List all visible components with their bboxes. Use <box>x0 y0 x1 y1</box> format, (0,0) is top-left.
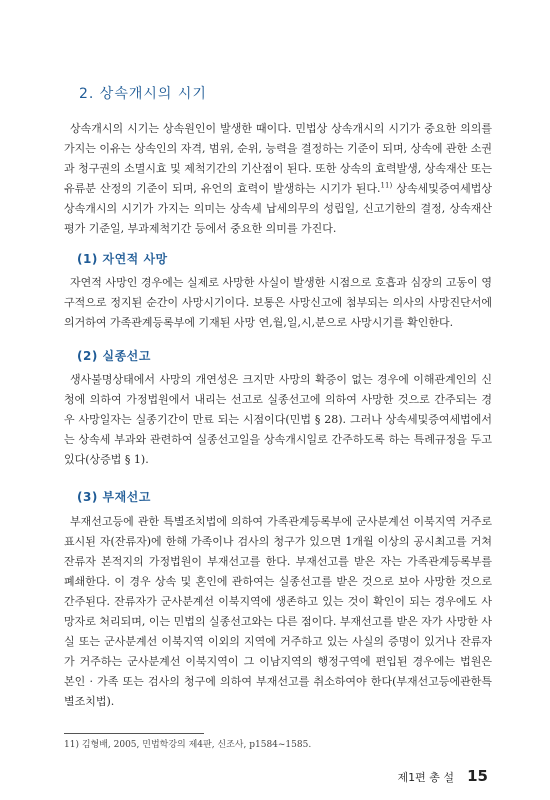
subsection-body-natural-death: 자연적 사망인 경우에는 실제로 사망한 사실이 발생한 시점으로 호흡과 심장의 고동이 영구적으로 정지된 순간이 사망시기이다. 보통은 사망신고에 첨부되는 의사의 사망진단서에 의거하여 가족관계등록부에 기재된 사망 연,월,일,시,분으로 사망시기를 확인한다. <box>64 276 492 329</box>
footnote-ref: 11) <box>380 181 393 190</box>
footer-section-label: 제1편 총 설 <box>397 771 455 784</box>
section-title: 2. 상속개시의 시기 <box>79 86 207 102</box>
subsection-title-disappearance: (2) 실종선고 <box>77 349 151 363</box>
subsection-title-absence: (3) 부재선고 <box>77 490 151 504</box>
subsection-title-natural-death: (1) 자연적 사망 <box>77 252 168 266</box>
subsection-body-disappearance: 생사불명상태에서 사망의 개연성은 크지만 사망의 확증이 없는 경우에 이해관계인의 신청에 의하여 가정법원에서 내리는 선고로 실종선고에 의하여 사망한 것으로 간주되는 경우 사망일자는 실종기간이 만료 되는 시점이다(민법 § 28). 그러나 상속세및증여세법에서는 상속세 부과와 관련하여 실종선고일을 상속개시일로 간주하도록 하는 특례규정을 두고 있다(상증법 § 1). <box>64 373 492 466</box>
intro-paragraph <box>64 119 492 239</box>
page-number: 15 <box>467 767 488 785</box>
footnote-divider <box>64 733 204 734</box>
intro-text: 상속개시의 시기는 상속원인이 발생한 때이다. 민법상 상속개시의 시기가 중요한 의의를 가지는 이유는 상속인의 자격, 범위, 순위, 능력을 결정하는 기준이 되며, 상속에 관한 소권과 청구권의 소멸시효 및 제척기간의 기산점이 된다. 또한 상속의 효력발생, 상속재산 또는 유류분 산정의 기준이 되며, 유언의 효력이 발생하는 시기가 된다. <box>64 122 492 195</box>
intro-text-tail: 상속세및증여세법상 상속개시의 시기가 가지는 의미는 상속세 납세의무의 성립일, 신고기한의 결정, 상속재산평가 기준일, 부과제척기간 등에서 중요한 의미를 가진다. <box>64 182 492 235</box>
subsection-body-absence: 부재선고등에 관한 특별조치법에 의하여 가족관계등록부에 군사분계선 이북지역 거주로 표시된 자(잔류자)에 한해 가족이나 검사의 청구가 있으면 1개월 이상의 공시최고를 거쳐 잔류자 본적지의 가정법원이 부재선고를 한다. 부재선고를 받은 자는 가족관계등록부를 폐쇄한다. 이 경우 상속 및 혼인에 관하여는 실종선고를 받은 것으로 보아 사망한 것으로 간주된다. 잔류자가 군사분계선 이북지역에 생존하고 있는 것이 확인이 되는 경우에도 사망자로 처리되며, 이는 민법의 실종선고와는 다른 점이다. 부재선고를 받은 자가 사망한 사실 또는 군사분계선 이북지역 이외의 지역에 거주하고 있는 사실의 증명이 있거나 잔류자가 거주하는 군사분계선 이북지역이 그 이남지역의 행정구역에 편입된 경우에는 법원은 본인 · 가족 또는 검사의 청구에 의하여 부재선고를 취소하여야 한다(부재선고등에관한특별조치법). <box>64 515 492 708</box>
footnote: 11) 김형배, 2005, 민법학강의 제4판, 신조사, p1584~1585. <box>64 740 312 750</box>
page-footer <box>398 766 488 785</box>
